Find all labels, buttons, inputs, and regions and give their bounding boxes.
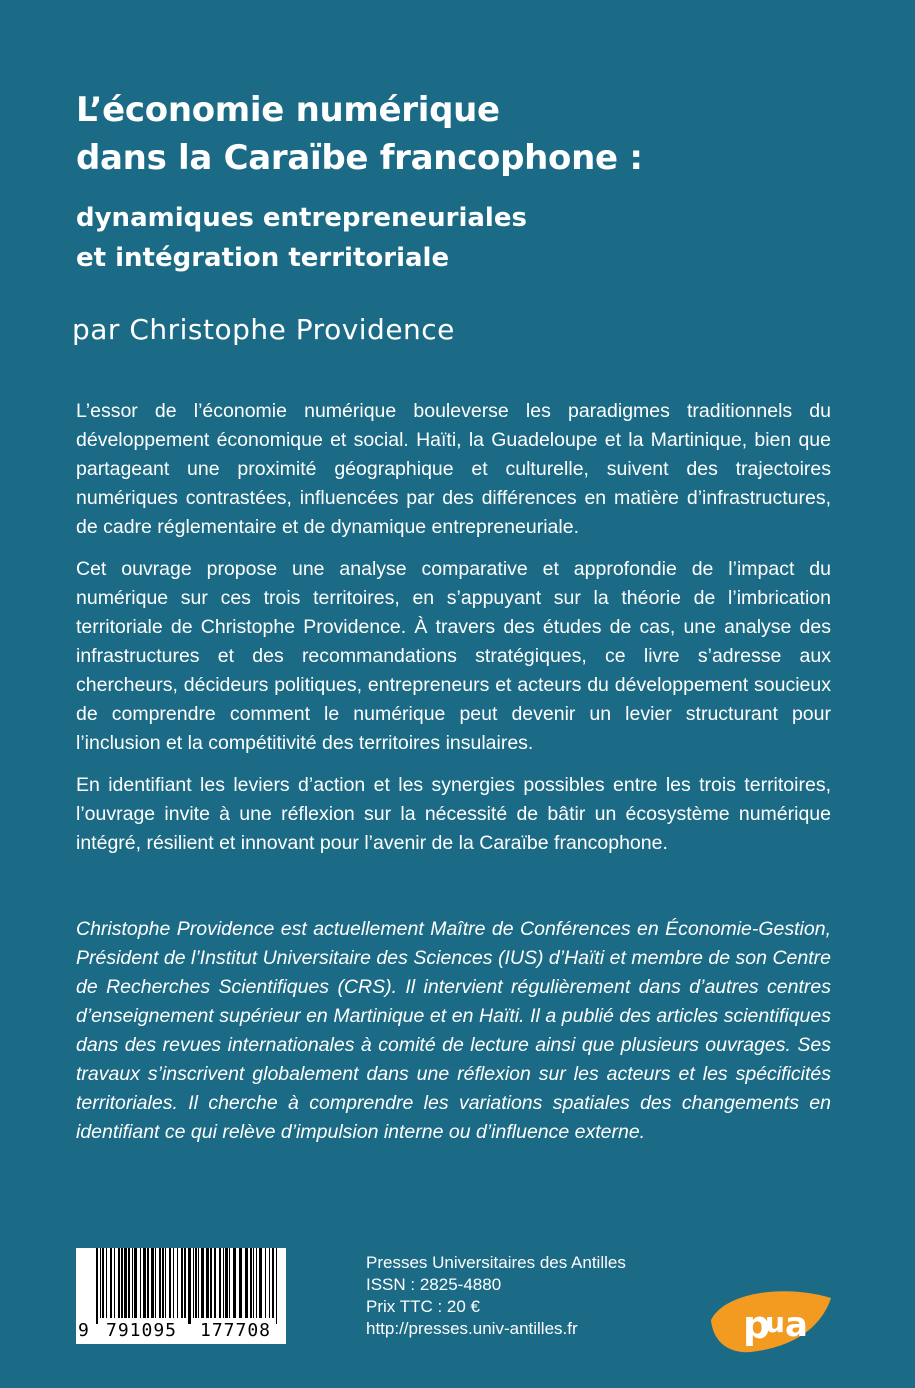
- subtitle-line-1: dynamiques entrepreneuriales: [76, 203, 527, 233]
- barcode-digit-group-left: 791095: [106, 1320, 178, 1341]
- book-subtitle: [76, 198, 856, 278]
- description-paragraph-2: Cet ouvrage propose une analyse comparative et approfondie de l’impact du numérique sur ces trois territoires, en s’appuyant sur la théorie de l’imbrication territoriale de Christophe Providence. À travers des études de cas, une analyse des infrastructures et des recommandations stratégiques, ce livre s’adresse aux chercheurs, décideurs politiques, entrepreneurs et acteurs du développement soucieux de comprendre comment le numérique peut devenir un levier structurant pour l’inclusion et la compétitivité des territoires insulaires.: [76, 558, 831, 754]
- publisher-price: Prix TTC : 20 €: [366, 1297, 480, 1316]
- description-paragraph-1: L’essor de l’économie numérique bouleverse les paradigmes traditionnels du développement économique et social. Haïti, la Guadeloupe et la Martinique, bien que partageant une proximité géographique et culturelle, suivent des trajectoires numériques contrastées, influencées par des différences en matière d’infrastructures, de cadre réglementaire et de dynamique entrepreneuriale.: [76, 400, 831, 538]
- subtitle-line-2: et intégration territoriale: [76, 243, 450, 273]
- title-line-1: L’économie numérique: [76, 90, 500, 130]
- svg-text:p: p: [743, 1303, 771, 1347]
- title-line-2: dans la Caraïbe francophone :: [76, 138, 643, 178]
- isbn-barcode: [76, 1248, 286, 1344]
- description-paragraph-3: En identifiant les leviers d’action et les synergies possibles entre les trois territoires, l’ouvrage invite à une réflexion sur la nécessité de bâtir un écosystème numérique intégré, résilient et innovant pour l’avenir de la Caraïbe francophone.: [76, 774, 831, 854]
- publisher-issn: ISSN : 2825-4880: [366, 1275, 502, 1294]
- svg-text:a: a: [785, 1305, 808, 1345]
- barcode-digit-group-right: 177708: [200, 1320, 272, 1341]
- publisher-info: [366, 1252, 626, 1340]
- barcode-bars: [96, 1248, 280, 1324]
- publisher-url[interactable]: http://presses.univ-antilles.fr: [366, 1319, 578, 1338]
- pua-logo: [705, 1280, 835, 1360]
- book-title: [76, 86, 856, 182]
- svg-text:u: u: [765, 1306, 785, 1339]
- biography-text: Christophe Providence est actuellement Maître de Conférences en Économie-Gestion, Président de l’Institut Universitaire des Sciences (IUS) d’Haïti et membre de son Centre de Recherches Scientifiques (CRS). Il intervient régulièrement dans d’autres centres d’enseignement supérieur en Martinique et en Haïti. Il a publié des articles scientifiques dans des revues internationales à comité de lecture ainsi que plusieurs ouvrages. Ses travaux s’inscrivent globalement dans une réflexion sur les acteurs et les spécificités territoriales. Il cherche à comprendre les variations spatiales des changements en identifiant ce qui relève d’impulsion interne ou d’influence externe.: [76, 918, 831, 1143]
- author-biography: [76, 915, 831, 1147]
- barcode-digits: [76, 1320, 286, 1344]
- barcode-digit-lead: 9: [78, 1320, 89, 1341]
- author-line: par Christophe Providence: [72, 313, 455, 346]
- publisher-name: Presses Universitaires des Antilles: [366, 1253, 626, 1272]
- book-description: [76, 397, 831, 871]
